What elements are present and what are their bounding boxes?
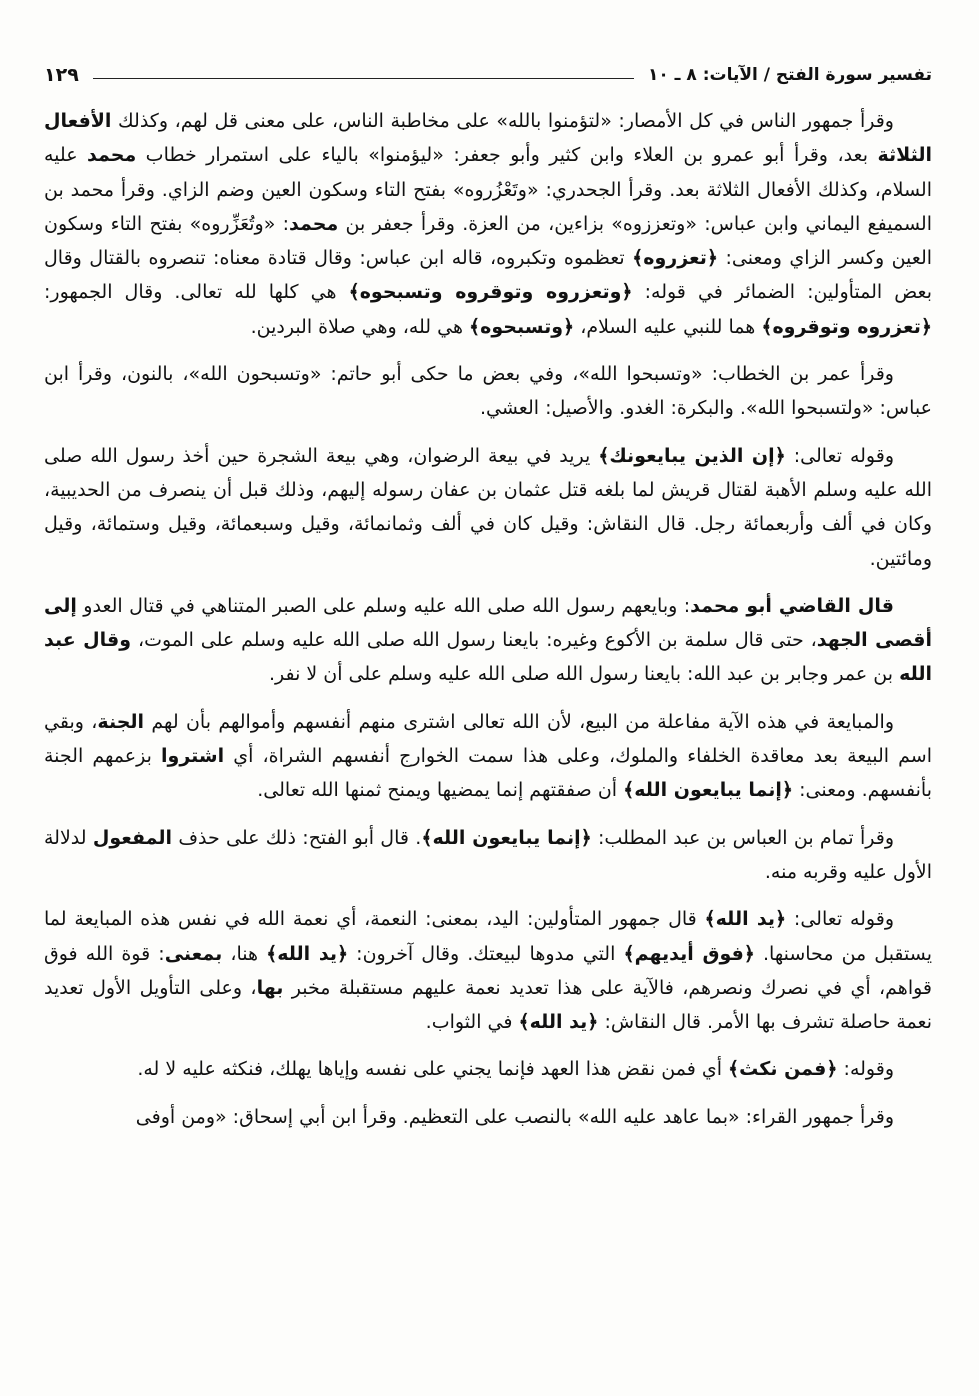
text-run: : «وتُعَزِّروه» بفتح التاء وسكون العين وكسر الزاي ومعنى: (44, 212, 933, 270)
bold-run: الجنة (97, 710, 145, 733)
text-run: : قوة الله فوق قواهم، أي في نصرك ونصرهم، فالآية على هذا تعديد نعمة عليهم مستقبلة مخبر (44, 942, 932, 999)
bold-run: بمعنى (164, 942, 223, 965)
bold-run: الأفعال الثلاثة (44, 110, 932, 167)
text-run: وقوله: (837, 1058, 894, 1081)
text-run: وقوله تعالى: (786, 908, 894, 931)
text-run: هما للنبي عليه السلام، (574, 315, 762, 338)
text-run: ، وعلى التأويل الأول تعديد نعمة حاصلة تشرف بها الأمر. قال النقاش: (44, 976, 932, 1034)
text-run: في الثواب. (425, 1011, 519, 1034)
bold-run: ﴿إنما يبايعون الله﴾ (421, 826, 592, 849)
bold-run: ﴿فوق أيديهم﴾ (623, 942, 755, 965)
paragraph (44, 357, 932, 426)
text-run: أن صفقتهم إنما يمضيها ويمنح ثمنها الله تعالى. (257, 779, 624, 802)
text-run: ، حتى قال سلمة بن الأكوع وغيره: بايعنا رسول الله صلى الله عليه وسلم على الموت، (131, 629, 817, 652)
paragraph (44, 705, 932, 808)
page-body (44, 104, 932, 1134)
text-run: أي فمن نقض هذا العهد فإنما يجني على نفسه وإياها يهلك، فنكثه عليه لا له. (137, 1058, 729, 1081)
text-run: تعظموه وتكبروه، قاله ابن عباس: وقال قتادة معناه: تنصروه بالقتال وقال بعض المتأولين: الضمائر في قوله: (44, 247, 932, 304)
text-run: بزعمهم الجنة بأنفسهم. ومعنى: (44, 745, 932, 802)
text-run: وقرأ جمهور القراء: «بما عاهد عليه الله» بالنصب على التعظيم. وقرأ ابن أبي إسحاق: «ومن أوفى (135, 1105, 894, 1128)
bold-run: ﴿يد الله﴾ (518, 1011, 599, 1034)
bold-run: ﴿إن الذين يبايعونك﴾ (598, 444, 786, 467)
paragraph (44, 902, 932, 1039)
paragraph (44, 821, 932, 890)
bold-run: بها (256, 976, 284, 999)
text-run: وقرأ عمر بن الخطاب: «وتسبحوا الله»، وفي بعض ما حكى أبو حاتم: «وتسبحون الله»، بالنون، وقرأ ابن عباس: «ولتسبحوا الله». والبكرة: الغدو. والأصيل: العشي. (44, 363, 932, 420)
text-run: بن عمر وجابر بن عبد الله: بايعنا رسول الله صلى الله عليه وسلم على أن لا نفر. (268, 663, 900, 686)
bold-run: ﴿إنما يبايعون الله﴾ (623, 779, 794, 802)
text-run: هنا، (222, 942, 267, 965)
bold-run: محمد (87, 144, 137, 167)
text-run: هي كلها لله تعالى. وقال الجمهور: (44, 281, 349, 304)
bold-run: قال القاضي أبو محمد (690, 594, 894, 617)
text-run: بعد، وقرأ أبو عمرو بن العلاء وابن كثير وأبو جعفر: «ليؤمنوا» بالياء على استمرار خطاب (136, 144, 878, 167)
paragraph (44, 589, 932, 692)
paragraph (44, 439, 932, 576)
text-run: وقوله تعالى: (785, 444, 894, 467)
paragraph (44, 104, 932, 344)
text-run: قال جمهور المتأولين: اليد، بمعنى: النعمة، أي نعمة الله في نفس هذه المبايعة لما يستقبل من محاسنها. (44, 908, 933, 965)
running-title: تفسير سورة الفتح / الآيات: ٨ ـ ١٠ (647, 65, 932, 85)
bold-run: ﴿تعزروه﴾ (632, 247, 719, 270)
text-run: ، وبقي اسم البيعة بعد معاقدة الخلفاء والملوك، وعلى هذا سمت الخوارج أنفسهم الشراة، أي (44, 710, 932, 768)
bold-run: المفعول (92, 826, 173, 849)
bold-run: ﴿يد الله﴾ (704, 908, 787, 931)
bold-run: ﴿تعزروه وتوقروه﴾ (761, 315, 932, 338)
text-run: وقرأ تمام بن العباس بن عبد المطلب: (591, 826, 895, 849)
text-run: التي مدوها لبيعتك. وقال آخرون: (348, 942, 624, 965)
text-run: : وبايعهم رسول الله صلى الله عليه وسلم على الصبر المتناهي في قتال العدو (76, 594, 691, 617)
bold-run: ﴿وتسبحوه﴾ (469, 315, 575, 338)
text-run: وقرأ جمهور الناس في كل الأمصار: «لتؤمنوا بالله» على مخاطبة الناس، على معنى قل لهم، وكذلك (111, 110, 894, 132)
text-run: والمبايعة في هذه الآية مفاعلة من البيع، لأن الله تعالى اشترى منهم أنفسهم وأموالهم بأن لهم (144, 710, 895, 733)
paragraph (44, 1052, 932, 1086)
bold-run: اشتروا (161, 745, 225, 768)
text-run: يريد في بيعة الرضوان، وهي بيعة الشجرة حين أخذ رسول الله صلى الله عليه وسلم الأهبة لقتال قريش لما بلغه قتل عثمان بن عفان رسوله إليهم، وذلك قبل أن ينصرف من الحديبية، وكان في ألف وأربعمائة رجل. قال النقاش: وقيل كان في ألف وثمانمائة، وقيل وسبعمائة، وقيل وستمائة، وقيل ومائتين. (44, 444, 932, 570)
header-rule (93, 78, 634, 79)
bold-run: محمد (289, 212, 339, 235)
text-run: هي لله، وهي صلاة البردين. (250, 315, 470, 338)
text-run: . قال أبو الفتح: ذلك على حذف (172, 826, 422, 849)
bold-run: إلى أقصى الجهد (44, 594, 932, 652)
paragraph (44, 1100, 932, 1134)
bold-run: وقال عبد الله (44, 629, 932, 686)
page-header (44, 60, 932, 90)
bold-run: ﴿يد الله﴾ (266, 942, 349, 965)
bold-run: ﴿وتعزروه وتوقروه وتسبحوه﴾ (348, 281, 633, 304)
bold-run: ﴿فمن نكث﴾ (728, 1058, 838, 1081)
text-run: عليه السلام، وكذلك الأفعال الثلاثة بعد. وقرأ الجحدري: «وتَعْزُروه» بفتح التاء وسكون العين وضم الزاي. وقرأ محمد بن السميفع اليماني وابن عباس: «وتعززوه» بزاءين، من العزة. وقرأ جعفر بن (44, 144, 932, 235)
text-run: لدلالة الأول عليه وقربه منه. (44, 826, 932, 883)
page-number: ١٢٩ (44, 64, 79, 86)
